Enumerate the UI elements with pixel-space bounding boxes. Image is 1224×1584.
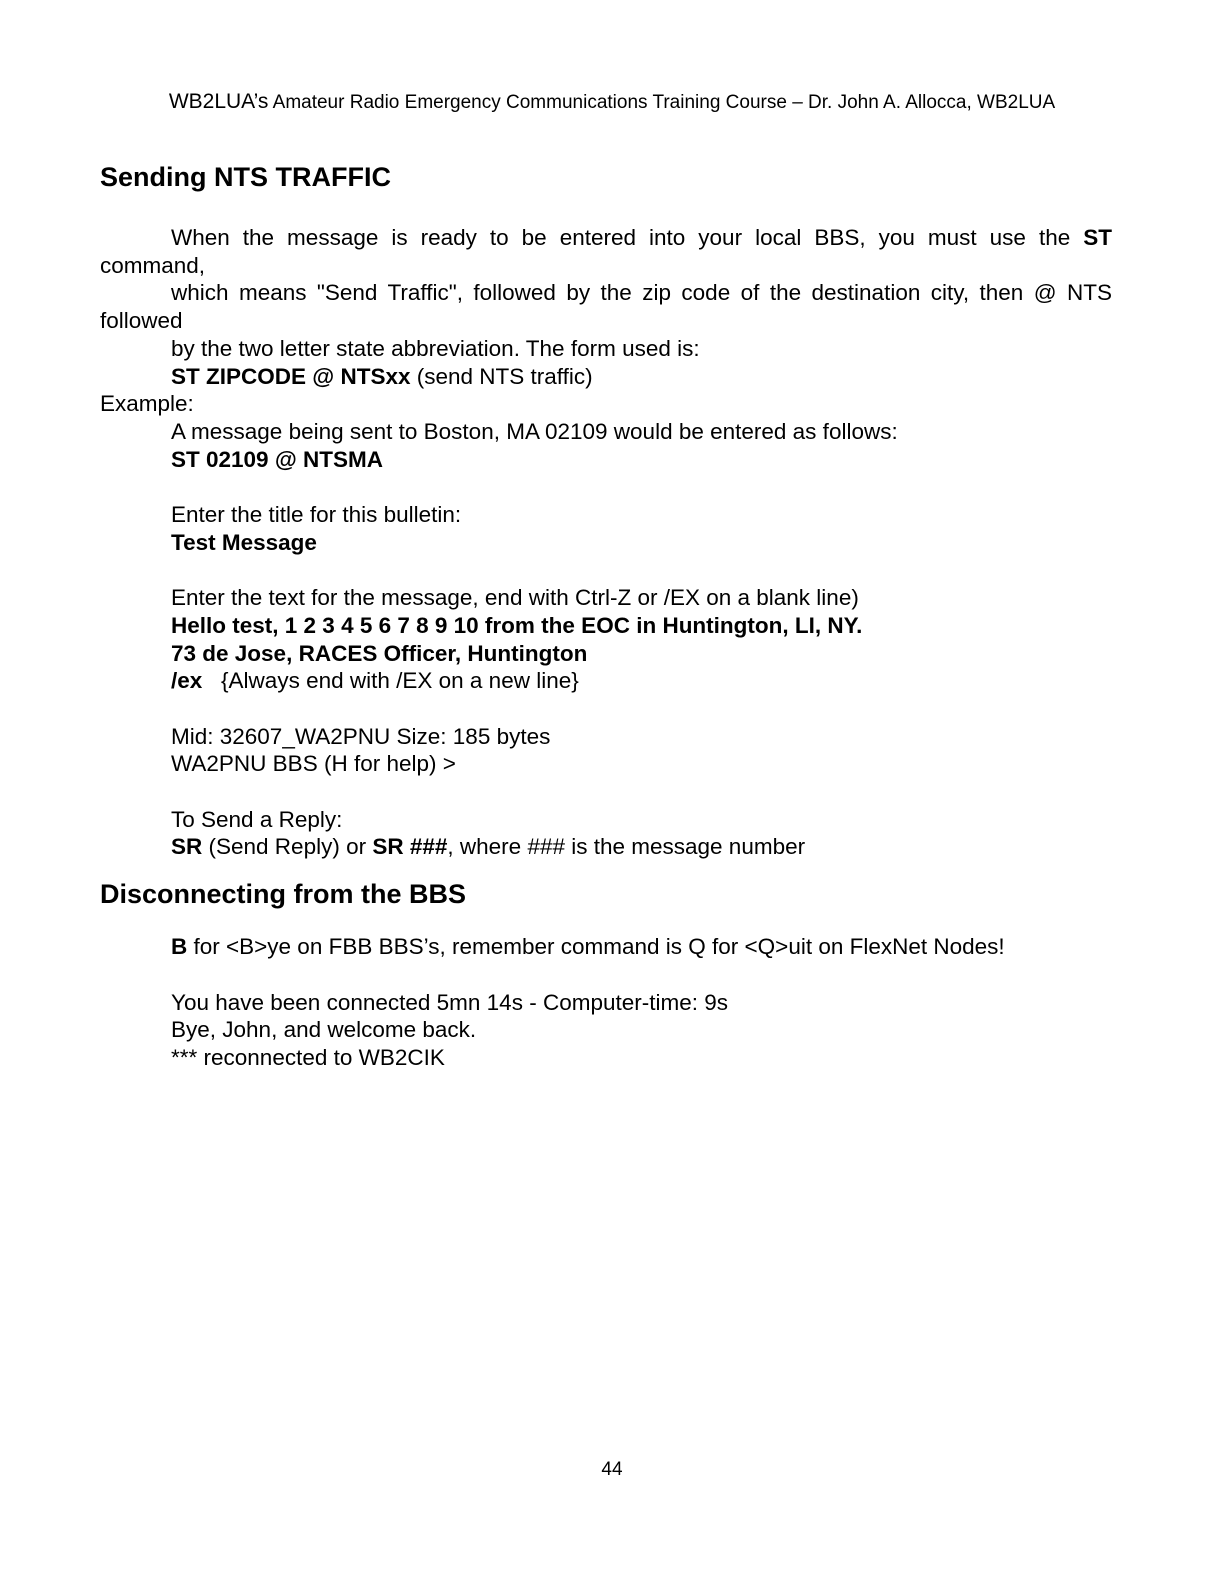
reconnected-line: *** reconnected to WB2CIK: [171, 1044, 445, 1070]
message-text-line: 73 de Jose, RACES Officer, Huntington: [171, 640, 588, 666]
reply-label: To Send a Reply:: [171, 806, 343, 832]
connected-line: You have been connected 5mn 14s - Computer-time: 9s: [171, 989, 728, 1015]
header-title: Amateur Radio Emergency Communications Training Course – Dr. John A. Allocca, WB2LUA: [272, 92, 1056, 113]
paragraph-line: by the two letter state abbreviation. The form used is:: [171, 335, 700, 361]
title-value: Test Message: [171, 529, 317, 555]
section-heading-disconnecting: Disconnecting from the BBS: [100, 879, 467, 910]
bye-line: Bye, John, and welcome back.: [171, 1017, 477, 1043]
bbs-prompt: WA2PNU BBS (H for help) >: [171, 751, 456, 777]
text-prompt: Enter the text for the message, end with Ctrl-Z or /EX on a blank line): [171, 585, 859, 611]
mid-line: Mid: 32607_WA2PNU Size: 185 bytes: [171, 723, 551, 749]
bye-command-line: B for <B>ye on FBB BBS’s, remember command is Q for <Q>uit on FlexNet Nodes!: [171, 934, 1005, 960]
header-callsign: WB2LUA’s: [168, 90, 269, 113]
example-text: A message being sent to Boston, MA 02109 would be entered as follows:: [171, 418, 898, 444]
command-form: ST ZIPCODE @ NTSxx (send NTS traffic): [171, 363, 593, 389]
paragraph-line: followed: [100, 308, 183, 334]
paragraph-line: When the message is ready to be entered into your local BBS, you must use the ST: [171, 225, 1112, 250]
page-body: [100, 158, 1112, 1072]
paragraph-line: command,: [100, 252, 206, 278]
page-header: [0, 90, 1224, 114]
example-label: Example:: [100, 391, 194, 417]
page-number: 44: [601, 1459, 623, 1480]
ex-command-line: /ex {Always end with /EX on a new line}: [171, 668, 579, 694]
section-heading-sending-nts: Sending NTS TRAFFIC: [100, 162, 391, 192]
example-command: ST 02109 @ NTSMA: [171, 446, 384, 472]
message-text-line: Hello test, 1 2 3 4 5 6 7 8 9 10 from the EOC in Huntington, LI, NY.: [171, 612, 863, 638]
paragraph-line: which means "Send Traffic", followed by the zip code of the destination city, then @ NTS: [171, 280, 1112, 306]
title-prompt: Enter the title for this bulletin:: [171, 502, 462, 528]
reply-command-line: SR (Send Reply) or SR ###, where ### is the message number: [171, 834, 806, 860]
